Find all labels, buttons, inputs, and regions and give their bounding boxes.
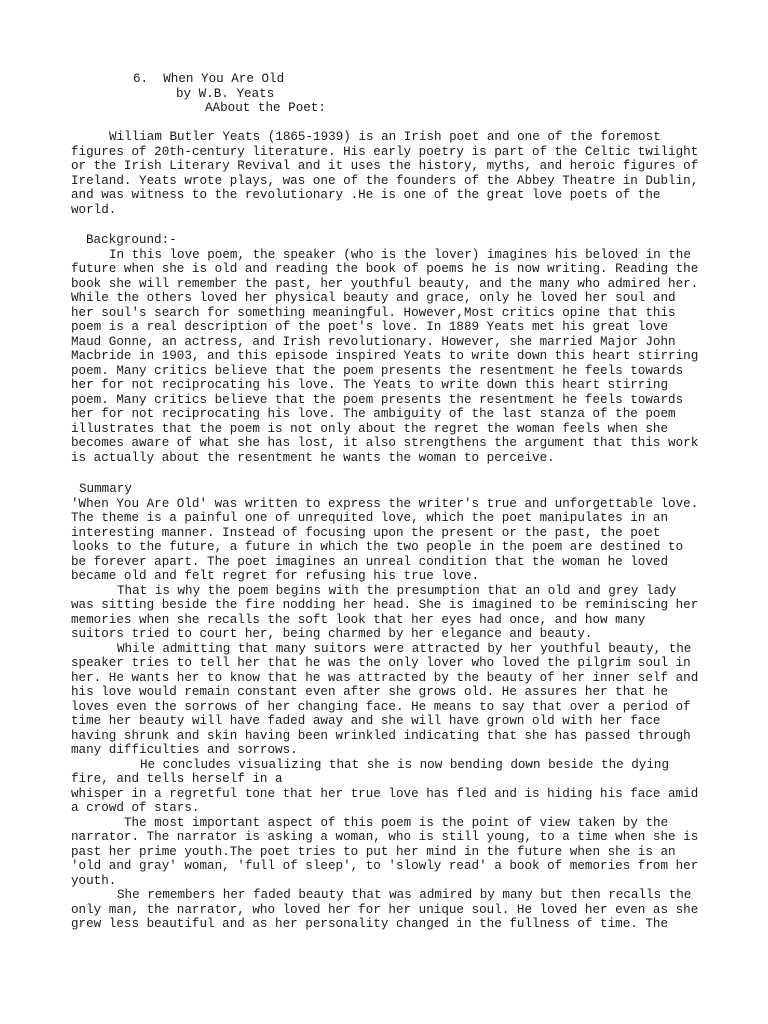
text-line: While admitting that many suitors were attracted by her youthful beauty, the <box>117 641 692 656</box>
text-line: grew less beautiful and as her personality changed in the fullness of time. The <box>71 917 669 931</box>
text-line: narrator. The narrator is asking a woman, who is still young, to a time when she is <box>71 830 699 844</box>
text-line: loves even the sorrows of her changing face. He means to say that over a period of <box>71 699 691 714</box>
text-line: her for not reciprocating his love. The Yeats to write down this heart stirring <box>71 378 669 392</box>
text-line: That is why the poem begins with the presumption that an old and grey lady <box>117 583 677 598</box>
text-line: Maud Gonne, an actress, and Irish revolutionary. However, she married Major John <box>71 334 676 349</box>
text-line: poem. Many critics believe that the poem presents the resentment he feels towards <box>71 363 684 378</box>
text-line: suitors tried to court her, being charmed by her elegance and beauty. <box>71 627 593 641</box>
text-line: time her beauty will have faded away and she will have grown old with her face <box>71 714 661 728</box>
text-line: only man, the narrator, who loved her for her unique soul. He loved her even as she <box>71 902 699 917</box>
text-line: his love would remain constant even after she grows old. He assures her that he <box>71 685 669 699</box>
text-line: 'old and gray' woman, 'full of sleep', to 'slowly read' a book of memories from her <box>71 859 699 873</box>
text-line: was sitting beside the fire nodding her head. She is imagined to be reminiscing her <box>71 598 699 612</box>
text-line: her soul's search for something meaningful. However,Most critics opine that this <box>71 305 676 320</box>
text-line: is actually about the resentment he wants the woman to perceive. <box>71 450 555 465</box>
text-line: a crowd of stars. <box>71 801 200 815</box>
text-line: future when she is old and reading the book of poems he is now writing. Reading the <box>71 262 699 276</box>
text-line: her. He wants her to know that he was attracted by the beauty of her inner self and <box>71 670 699 685</box>
text-line: whisper in a regretful tone that her true love has fled and is hiding his face amid <box>71 786 699 801</box>
text-line: memories when she recalls the soft look that her eyes had once, and how many <box>71 612 646 627</box>
text-line: 'When You Are Old' was written to express the writer's true and unforgettable love. <box>71 496 699 511</box>
text-line: and was witness to the revolutionary .He is one of the great love poets of the <box>71 188 661 202</box>
text-line: having shrunk and skin having been wrinkled indicating that she has passed through <box>71 728 691 743</box>
text-line: world. <box>71 202 117 217</box>
heading-background: Background:- <box>86 233 177 247</box>
text-line: became old and felt regret for refusing his true love. <box>71 569 480 583</box>
text-line: interesting manner. Instead of focusing upon the present or the past, the poet <box>71 525 661 540</box>
text-line: fire, and tells herself in a <box>71 772 283 786</box>
heading-summary: Summary <box>79 482 132 496</box>
text-line: youth. <box>71 873 117 888</box>
text-line: her for not reciprocating his love. The ambiguity of the last stanza of the poem <box>71 407 676 421</box>
text-line: While the others loved her physical beauty and grace, only he loved her soul and <box>71 291 676 305</box>
text-line: looks to the future, a future in which the two people in the poem are destined to <box>71 540 684 554</box>
text-line: Macbride in 1903, and this episode inspired Yeats to write down this heart stirring <box>71 349 699 363</box>
text-line: In this love poem, the speaker (who is the lover) imagines his beloved in the <box>109 247 691 262</box>
text-line: The most important aspect of this poem is the point of view taken by the <box>124 815 669 830</box>
text-line: He concludes visualizing that she is now bending down beside the dying <box>140 757 670 772</box>
text-line: William Butler Yeats (1865-1939) is an Irish poet and one of the foremost <box>109 130 661 144</box>
text-line: be forever apart. The poet imagines an unreal condition that the woman he loved <box>71 554 669 569</box>
text-line: becomes aware of what she has lost, it also strengthens the argument that this work <box>71 436 699 450</box>
heading-about-poet: AAbout the Poet: <box>205 101 326 115</box>
text-line: or the Irish Literary Revival and it uses the history, myths, and heroic figures of <box>71 159 699 173</box>
text-line: past her prime youth.The poet tries to put her mind in the future when she is an <box>71 844 676 859</box>
text-line: figures of 20th-century literature. His early poetry is part of the Celtic twilight <box>71 144 699 159</box>
text-line: poem. Many critics believe that the poem presents the resentment he feels towards <box>71 392 684 407</box>
text-line: illustrates that the poem is not only about the regret the woman feels when she <box>71 421 669 436</box>
text-line: many difficulties and sorrows. <box>71 743 298 757</box>
text-line: book she will remember the past, her youthful beauty, and the many who admired her. <box>71 276 699 291</box>
text-line: She remembers her faded beauty that was admired by many but then recalls the <box>117 888 692 902</box>
heading-poem-author: by W.B. Yeats <box>176 86 275 101</box>
text-line: Ireland. Yeats wrote plays, was one of the founders of the Abbey Theatre in Dublin, <box>71 173 699 188</box>
text-line: poem is a real description of the poet's love. In 1889 Yeats met his great love <box>71 320 669 334</box>
heading-poem-title: 6. When You Are Old <box>133 72 285 86</box>
text-line: The theme is a painful one of unrequited love, which the poet manipulates in an <box>71 511 669 525</box>
text-line: speaker tries to tell her that he was the only lover who loved the pilgrim soul in <box>71 656 691 670</box>
